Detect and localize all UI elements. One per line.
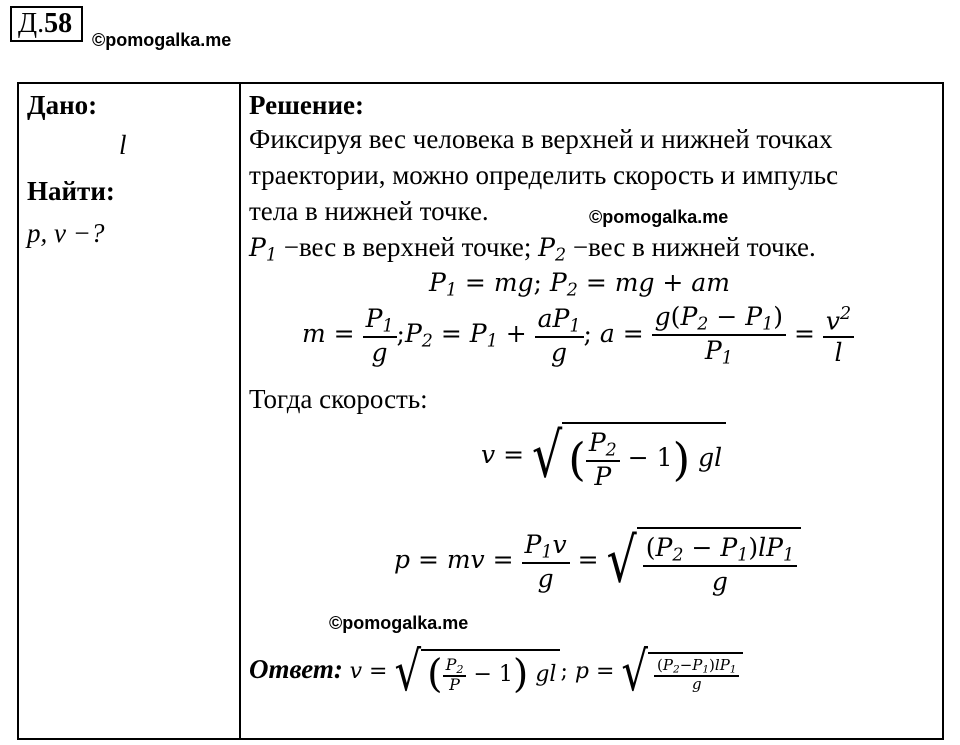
find-value: p, v −? [27, 218, 105, 248]
column-divider [239, 84, 241, 738]
formula-acceleration: m = $\frac{P_1}{g}$ $;P_2 = P_1$ + $\frac{aP_1}{g}$ ; a = $\frac{g(P_2 - P_1)}{P_1}$ = $\frac{v^2}{l}$ [302, 302, 854, 369]
solution-label: Решение: [249, 90, 364, 120]
weights-definition: $P_1 -вес$ в верхней точке; $P_2 -вес$ в нижней точке. [249, 232, 816, 266]
header-watermark: ©pomogalka.me [92, 30, 232, 50]
problem-number-box [10, 6, 83, 42]
problem-number: 58 [44, 8, 73, 39]
watermark-2: ©pomogalka.me [329, 613, 469, 633]
find-label: Найти: [27, 176, 115, 206]
answer-line: Ответ: v = √ ( $\frac{P_2}{P}$ − 1) gl ; p = √ $\frac{(P_2-P_1)lP_1}{g}$ [249, 649, 743, 695]
p1-description: −вес в верхней точке; [283, 232, 539, 262]
formula-momentum: p = mv = $\frac{P_1v}{g}$ = √ $\frac{(P_2 - P_1)lP_1}{g}$ [394, 527, 801, 596]
solution-text-line-2: траектории, можно определить скорость и импульс [249, 160, 839, 190]
given-value: l [119, 130, 127, 160]
problem-prefix: Д. [18, 8, 45, 39]
watermark-1: ©pomogalka.me [589, 207, 729, 227]
formula-weights: $P_1$ = mg; $P_2$ = mg + am [429, 268, 730, 301]
solution-table [17, 82, 944, 740]
answer-label: Ответ: [249, 653, 343, 684]
solution-text-line-3: тела в нижней точке. [249, 196, 489, 226]
given-label: Дано: [27, 90, 98, 120]
speed-label: Тогда скорость: [249, 384, 428, 414]
formula-speed: v = √ ( $\frac{P_2}{P}$ − 1) gl [481, 422, 726, 491]
p2-description: −вес в нижней точке. [572, 232, 816, 262]
solution-text-line-1: Фиксируя вес человека в верхней и нижней точках [249, 124, 833, 154]
